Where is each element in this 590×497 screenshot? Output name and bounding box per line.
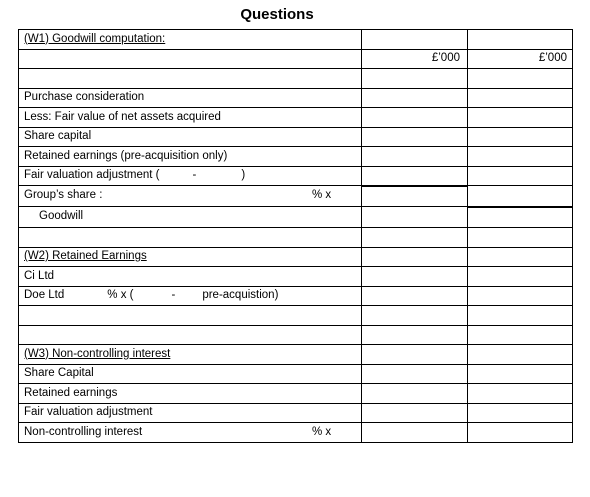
empty-cell <box>362 384 468 404</box>
empty-cell <box>468 128 573 148</box>
doe-ltd-cell <box>19 287 362 307</box>
nci-retained-earnings-label: Retained earnings <box>19 384 362 404</box>
empty-cell <box>19 69 362 89</box>
goodwill-total-cell <box>468 207 573 228</box>
empty-cell <box>468 423 573 443</box>
doe-ltd-pre-acquisition: pre-acquistion) <box>202 289 279 301</box>
table-row <box>19 423 573 443</box>
fair-valuation-dash: - <box>192 169 197 181</box>
table-row <box>19 365 573 385</box>
w3-heading: (W3) Non-controlling interest <box>24 347 171 360</box>
w3-heading-cell <box>19 345 362 365</box>
empty-cell <box>468 345 573 365</box>
empty-cell <box>468 404 573 424</box>
table-row <box>19 147 573 167</box>
empty-cell <box>362 306 468 326</box>
empty-cell <box>362 404 468 424</box>
empty-cell <box>19 228 362 248</box>
nci-fair-valuation-label: Fair valuation adjustment <box>19 404 362 424</box>
empty-cell <box>362 365 468 385</box>
empty-cell <box>362 287 468 307</box>
w2-heading-cell <box>19 248 362 268</box>
doe-ltd-percent: % x ( <box>107 289 134 301</box>
empty-cell <box>362 423 468 443</box>
nci-label: Non-controlling interest <box>24 425 143 438</box>
ci-ltd-label: Ci Ltd <box>19 267 362 287</box>
table-row <box>19 89 573 109</box>
empty-cell <box>468 248 573 268</box>
table-row <box>19 384 573 404</box>
table-row <box>19 207 573 228</box>
empty-cell <box>362 267 468 287</box>
table-row <box>19 50 573 70</box>
empty-cell <box>468 186 573 207</box>
table-row <box>19 228 573 248</box>
empty-cell <box>362 248 468 268</box>
empty-cell <box>468 326 573 346</box>
empty-cell <box>362 108 468 128</box>
table-row <box>19 128 573 148</box>
empty-cell <box>362 69 468 89</box>
table-row <box>19 326 573 346</box>
groups-share-cell <box>19 186 362 207</box>
table-row <box>19 108 573 128</box>
nci-total-cell <box>19 423 362 443</box>
page-title: Questions <box>240 6 314 23</box>
empty-cell <box>468 147 573 167</box>
table-row <box>19 248 573 268</box>
table-row <box>19 267 573 287</box>
w1-heading-cell <box>19 30 362 50</box>
table-row <box>19 404 573 424</box>
empty-cell <box>468 384 573 404</box>
empty-cell <box>362 345 468 365</box>
share-capital-label: Share capital <box>19 128 362 148</box>
goodwill-label: Goodwill <box>19 207 362 228</box>
groups-share-label: Group’s share : <box>24 189 103 202</box>
empty-cell <box>468 228 573 248</box>
empty-cell <box>362 326 468 346</box>
empty-cell <box>362 89 468 109</box>
workings-table <box>18 29 573 443</box>
empty-cell <box>19 50 362 70</box>
purchase-consideration-label: Purchase consideration <box>19 89 362 109</box>
fair-valuation-adjustment-label: Fair valuation adjustment ( <box>24 169 160 181</box>
empty-cell <box>362 186 468 207</box>
w1-heading: (W1) Goodwill computation: <box>24 32 166 45</box>
table-row <box>19 306 573 326</box>
table-row <box>19 345 573 365</box>
empty-cell <box>468 167 573 187</box>
empty-cell <box>468 108 573 128</box>
doe-ltd-dash: - <box>171 289 176 301</box>
empty-cell <box>362 207 468 228</box>
empty-cell <box>362 228 468 248</box>
w2-heading: (W2) Retained Earnings <box>24 250 147 262</box>
empty-cell <box>362 30 468 50</box>
groups-share-percent: % x <box>312 189 332 202</box>
doe-ltd-label: Doe Ltd <box>24 289 65 301</box>
nci-percent: % x <box>312 425 332 438</box>
table-row <box>19 30 573 50</box>
empty-cell <box>468 365 573 385</box>
empty-cell <box>468 30 573 50</box>
empty-cell <box>362 147 468 167</box>
column-header-1: £’000 <box>362 50 468 70</box>
retained-earnings-label: Retained earnings (pre-acquisition only) <box>19 147 362 167</box>
fair-valuation-adjustment-cell <box>19 167 362 187</box>
table-row <box>19 287 573 307</box>
fair-valuation-close: ) <box>241 169 246 181</box>
empty-cell <box>468 89 573 109</box>
empty-cell <box>362 128 468 148</box>
empty-cell <box>19 326 362 346</box>
nci-share-capital-label: Share Capital <box>19 365 362 385</box>
empty-cell <box>468 306 573 326</box>
empty-cell <box>468 287 573 307</box>
empty-cell <box>468 267 573 287</box>
less-fair-value-label: Less: Fair value of net assets acquired <box>19 108 362 128</box>
table-row <box>19 167 573 187</box>
column-header-2: £’000 <box>468 50 573 70</box>
empty-cell <box>468 69 573 89</box>
empty-cell <box>362 167 468 187</box>
empty-cell <box>19 306 362 326</box>
table-row <box>19 69 573 89</box>
table-row <box>19 186 573 207</box>
